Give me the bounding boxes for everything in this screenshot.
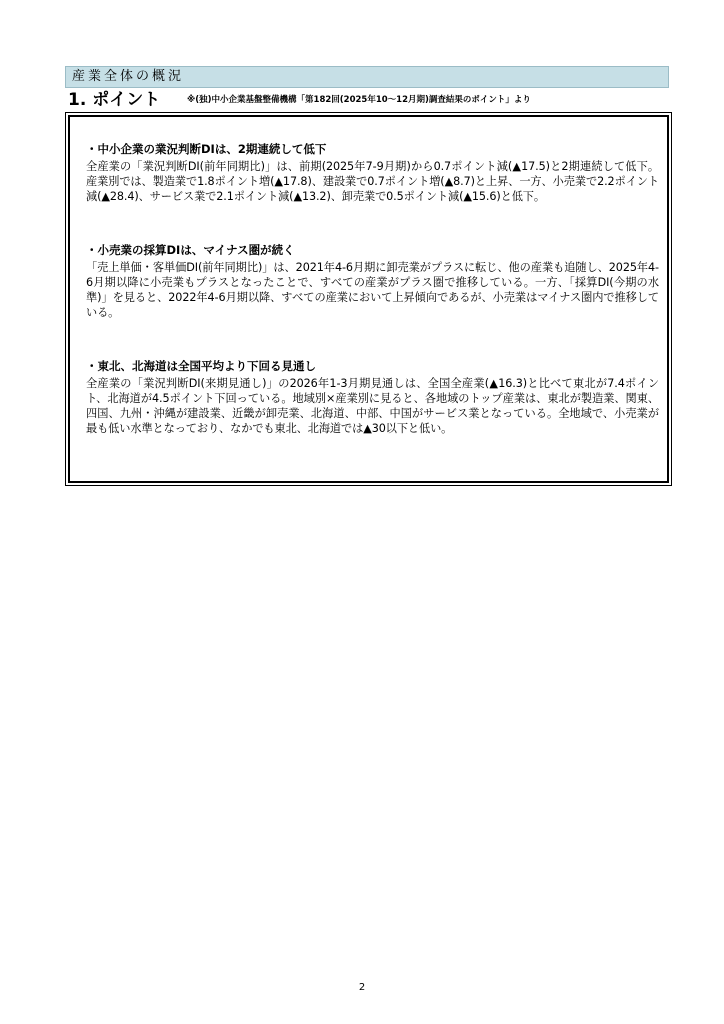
section-title: 産業全体の概況 [72, 69, 185, 84]
point-body: 全産業の「業況判断DI(来期見通し)」の2026年1-3月期見通しは、全国全産業(▲16.3)と比べて東北が7.4ポイント、北海道が4.5ポイント下回っている。地域別×産業別に見ると、各地域のトップ産業は、東北が製造業、関東、四国、九州・沖縄が建設業、近畿が卸売業、北海道、中部、中国がサービス業となっている。全地域で、小売業が最も低い水準となっており、なかでも東北、北海道では▲30以下と低い。 [86, 377, 659, 435]
page-number: 2 [358, 982, 366, 993]
points-heading-row [65, 90, 669, 110]
point-title: ・中小企業の業況判断DIは、2期連続して低下 [86, 142, 327, 156]
point-title: ・東北、北海道は全国平均より下回る見通し [86, 359, 316, 373]
points-box [68, 115, 669, 483]
point-body: 「売上単価・客単価DI(前年同期比)」は、2021年4-6月期に卸売業がプラスに転じ、他の産業も追随し、2025年4-6月期以降に小売業もプラスとなったことで、すべての産業がプラス圏で推移している。一方、「採算DI(今期の水準)」を見ると、2022年4-6月期以降、すべての産業において上昇傾向であるが、小売業はマイナス圏内で推移している。 [86, 261, 659, 319]
point-body: 全産業の「業況判断DI(前年同期比)」は、前期(2025年7-9月期)から0.7ポイント減(▲17.5)と2期連続して低下。産業別では、製造業で1.8ポイント増(▲17.8)、建設業で0.7ポイント増(▲8.7)と上昇、一方、小売業で2.2ポイント減(▲28.4)、サービス業で2.1ポイント減(▲13.2)、卸売業で0.5ポイント減(▲15.6)と低下。 [86, 160, 659, 203]
section-header [65, 66, 669, 88]
point-item [86, 242, 659, 320]
source-note: ※(独)中小企業基盤整備機構「第182回(2025年10～12月期)調査結果のポイント」より [187, 95, 531, 105]
point-item [86, 141, 659, 204]
point-item [86, 358, 659, 436]
points-box-outer [65, 112, 672, 486]
point-title: ・小売業の採算DIは、マイナス圏が続く [86, 243, 295, 257]
points-heading-title: 1. ポイント [68, 90, 161, 110]
